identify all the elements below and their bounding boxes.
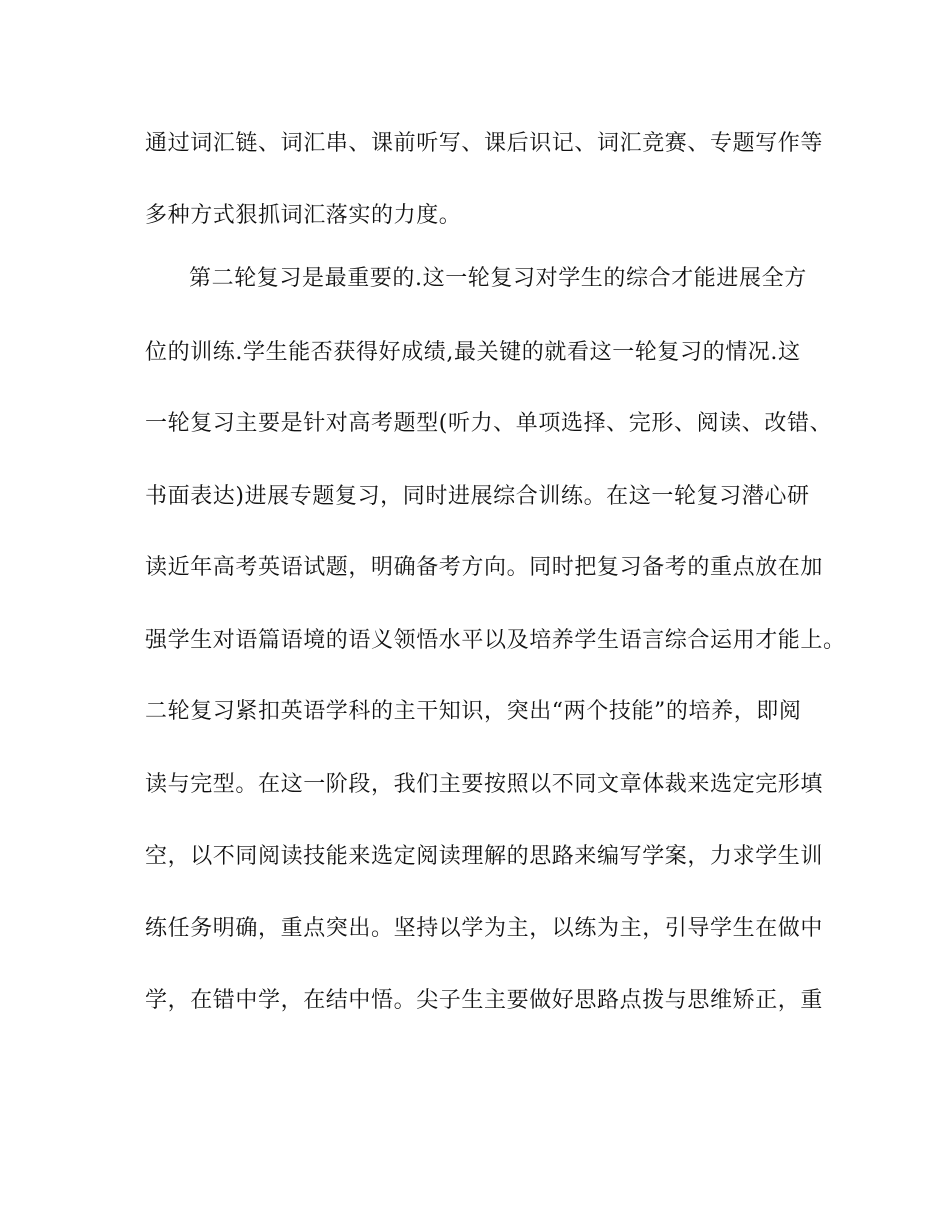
text-line: 空，以不同阅读技能来选定阅读理解的思路来编写学案，力求学生训 (145, 844, 824, 869)
text-line: 读近年高考英语试题，明确备考方向。同时把复习备考的重点放在加 (145, 555, 824, 580)
text-line: 多种方式狠抓词汇落实的力度。 (145, 203, 462, 228)
text-line: 一轮复习主要是针对高考题型(听力、单项选择、完形、阅读、改错、 (145, 411, 833, 436)
text-line: 学，在错中学，在结中悟。尖子生主要做好思路点拨与思维矫正，重 (145, 988, 824, 1013)
text-line: 通过词汇链、词汇串、课前听写、课后识记、词汇竞赛、专题写作等 (145, 131, 824, 156)
text-line: 练任务明确，重点突出。坚持以学为主，以练为主，引导学生在做中 (145, 916, 824, 941)
text-line: 强学生对语篇语境的语义领悟水平以及培养学生语言综合运用才能上。 (145, 628, 846, 653)
text-line: 读与完型。在这一阶段，我们主要按照以不同文章体裁来选定完形填 (145, 772, 824, 797)
text-line: 二轮复习紧扣英语学科的主干知识，突出“两个技能”的培养，即阅 (145, 699, 802, 724)
text-line: 书面表达)进展专题复习，同时进展综合训练。在这一轮复习潜心研 (145, 484, 810, 509)
text-line: 位的训练.学生能否获得好成绩,最关键的就看这一轮复习的情况.这 (145, 340, 801, 365)
paragraph-first-line: 第二轮复习是最重要的.这一轮复习对学生的综合才能进展全方 (189, 266, 807, 291)
